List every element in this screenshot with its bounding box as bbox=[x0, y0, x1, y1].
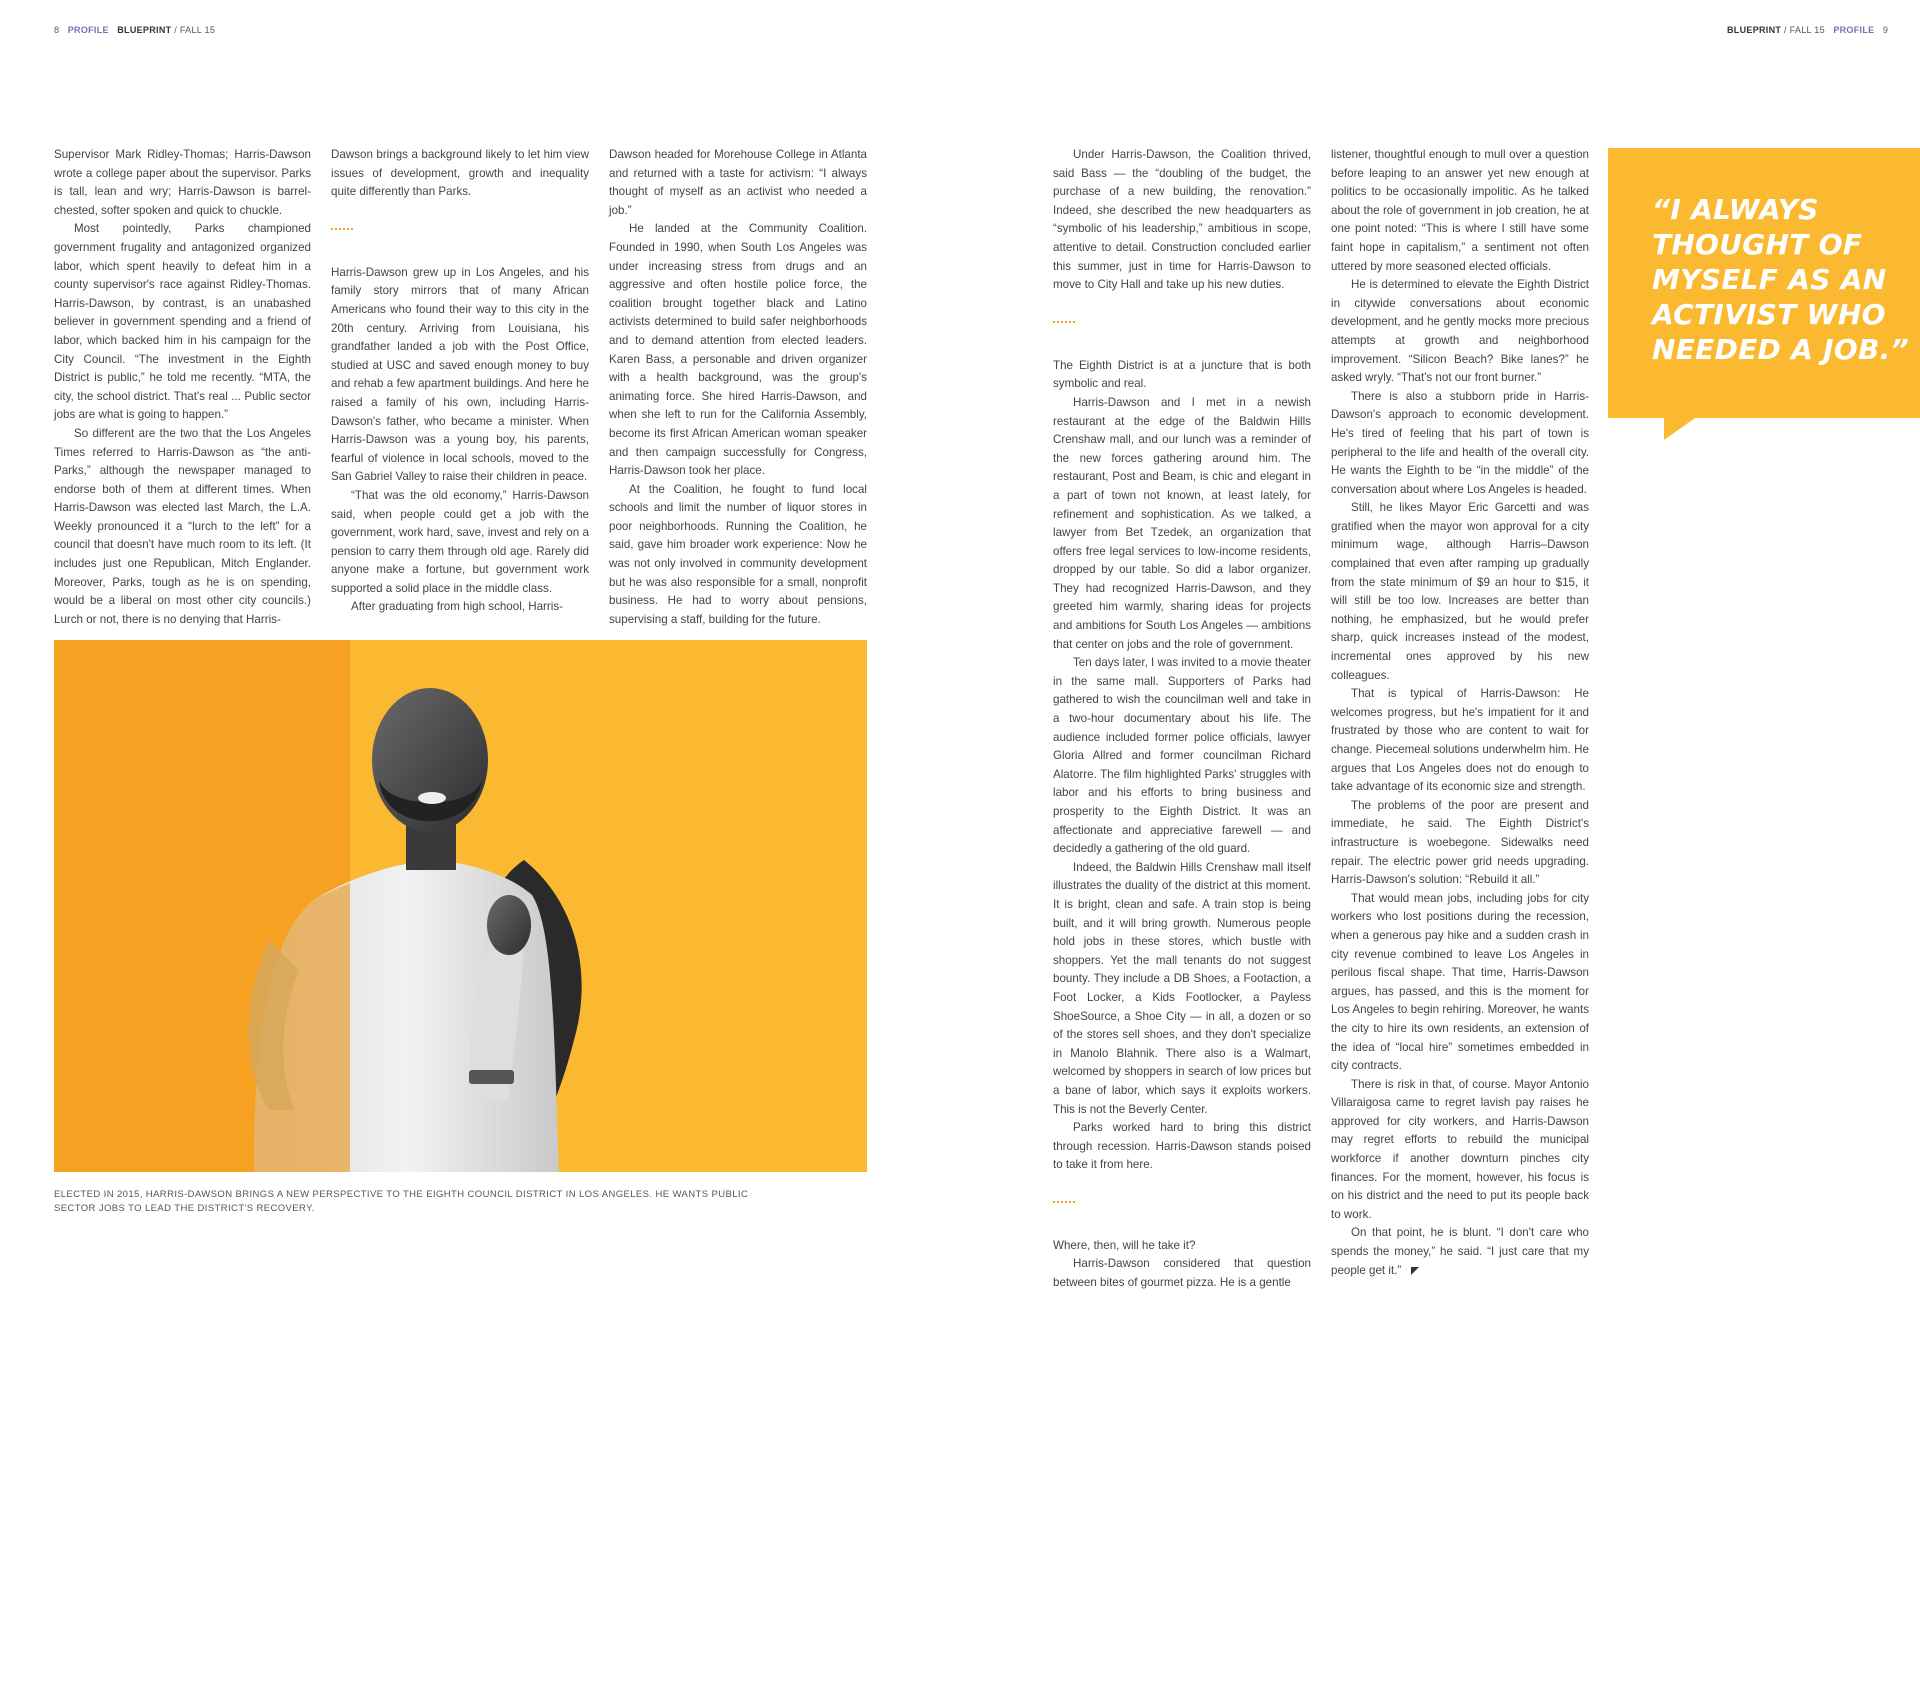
issue-label-left: / FALL 15 bbox=[174, 25, 216, 35]
paragraph: At the Coalition, he fought to fund local schools and limit the number of liquor stores in poor neighborhoods. Running the Coalition, he said, gave him broader work experience: Now he was not only involved in community development but he was also responsible for a small, nonprofit business. He had to worry about pensions, supervising a staff, building for the future. bbox=[609, 482, 867, 626]
speech-bubble-tail bbox=[1664, 416, 1698, 440]
paragraph: He landed at the Community Coalition. Founded in 1990, when South Los Angeles was under increasing stress from drugs and an aggressive and often hostile police force, the coalition brought together black and Latino activists determined to build safer neighborhoods and to demand attention from elected leaders. Karen Bass, a personable and driven organizer with a health background, was the group's animating force. She hired Harris-Dawson, and when she left to run for the California Assembly, become its first African American woman speaker and then campaign successfully for Congress, Harris-Dawson took her place. bbox=[609, 222, 867, 478]
paragraph: He is determined to elevate the Eighth District in citywide conversations about economic development, and he gently mocks more precious attempts at growth and neighborhood improvement. “Silicon Beach? Bike lanes?” he asked wryly. “That's not our front burner.” bbox=[1331, 278, 1589, 385]
paragraph: listener, thoughtful enough to mull over a question before leaping to an answer yet new enough at politics to be occasionally impolitic. As he talked about the role of government in job creation, he at one point noted: “This is where I still have some faint hope in capitalism,” a sentiment not often uttered by more seasoned elected officials. bbox=[1331, 148, 1589, 273]
photo-credit: PHOTO BY DAVID SPRAGUE bbox=[906, 1672, 927, 1708]
paragraph: The problems of the poor are present and immediate, he said. The Eighth District's infrastructure is woebegone. Sidewalks need repair. The electric power grid needs upgrading. Harris-Dawson's solution: “Rebuild it all.” bbox=[1331, 798, 1589, 887]
pull-quote-box bbox=[1608, 148, 1920, 418]
paragraph: “That was the old economy,” Harris-Dawson said, when people could get a job with the government, work hard, save, invest and rely on a pension to carry them through old age. Rarely did anyone make a fortune, but government work supported a solid place in the middle class. bbox=[331, 488, 589, 595]
paragraph: Harris-Dawson and I met in a newish restaurant at the edge of the Baldwin Hills Crenshaw mall, and our lunch was a reminder of the new forces gathering around him. The restaurant, Post and Beam, is chic and elegant in a part of town not known, at least lately, for refinement and sophistication. As we talked, a lawyer from Bet Tzedek, an organization that offers free legal services to low-income residents, dropped by our table. So did a labor organizer. They had recognized Harris-Dawson, and they greeted him warmly, sharing ideas for projects and ambitions for South Los Angeles — ambitions that center on jobs and the role of government. bbox=[1053, 395, 1311, 651]
section-label-left: PROFILE bbox=[67, 25, 109, 35]
article-column-1 bbox=[54, 146, 311, 629]
end-mark-icon bbox=[1411, 1267, 1419, 1275]
photo-caption: ELECTED IN 2015, HARRIS-DAWSON BRINGS A NEW PERSPECTIVE TO THE EIGHTH COUNCIL DISTRICT IN LOS ANGELES. HE WANTS PUBLIC SECTOR JOBS TO LEAD THE DISTRICT'S RECOVERY. bbox=[54, 1189, 749, 1214]
paragraph: So different are the two that the Los Angeles Times referred to Harris-Dawson as “the anti-Parks,” although the newspaper managed to endorse both of them at different times. When Harris-Dawson was elected last March, the L.A. Weekly pronounced it a “lurch to the left” for a council that doesn't have much room to its left. (It includes just one Republican, Mitch Englander. Moreover, Parks, tough as he is on spending, would be a liberal on most other city councils.) Lurch or not, there is no denying that Harris- bbox=[54, 426, 311, 626]
paragraph: Where, then, will he take it? bbox=[1053, 1238, 1196, 1252]
paragraph: Dawson brings a background likely to let him view issues of development, growth and inequality quite differently than Parks. bbox=[331, 148, 589, 199]
folio-left bbox=[54, 25, 215, 35]
paragraph: Most pointedly, Parks championed government frugality and antagonized organized labor, which spent heavily to defeat him in a county supervisor's race against Ridley-Thomas. Harris-Dawson, by contrast, is an unabashed believer in government spending and a friend of labor, which backed him in his campaign for the City Council. “The investment in the Eighth District is public,” he told me recently. “MTA, the city, the school district. That's real ... Public sector jobs are what is going to happen.” bbox=[54, 222, 311, 422]
paragraph: That is typical of Harris-Dawson: He welcomes progress, but he's impatient for it and frustrated by those who are content to wait for change. Piecemeal solutions underwhelm him. He argues that Los Angeles does not do enough to take advantage of its economic size and strength. bbox=[1331, 687, 1589, 794]
section-divider bbox=[1053, 1201, 1075, 1203]
paragraph: Supervisor Mark Ridley-Thomas; Harris-Dawson wrote a college paper about the supervisor. Parks is tall, lean and wry; Harris-Dawson is barrel-chested, softer spoken and quick to chuckle. bbox=[54, 148, 311, 217]
pull-quote: “I ALWAYS THOUGHT OF MYSELF AS AN ACTIVIST WHO NEEDED A JOB.” bbox=[1652, 193, 1909, 366]
magazine-name-left: BLUEPRINT bbox=[117, 25, 172, 35]
paragraph: Under Harris-Dawson, the Coalition thrived, said Bass — the “doubling of the budget, the purchase of a new building, the renovation.” Indeed, she described the new headquarters as “symbolic of his leadership,” ambitious in scope, attentive to detail. Construction concluded earlier this summer, just in time for Harris-Dawson to move to City Hall and take up his new duties. bbox=[1053, 148, 1311, 292]
paragraph: Indeed, the Baldwin Hills Crenshaw mall itself illustrates the duality of the district at this moment. It is bright, clean and safe. A train stop is being built, and it will bring growth. Numerous people hold jobs in these stores, which bustle with shoppers. Yet the mall tenants do not suggest bounty. They include a DB Shoes, a Footaction, a Foot Locker, a Kids Footlocker, a Payless ShoeSource, a Shoe City — in all, a dozen or so of the stores sell shoes, and they don't specialize in Manolo Blahnik. There also is a Walmart, welcomed by shoppers in search of low prices but a bane of labor, which says it exploits workers. This is not the Beverly Center. bbox=[1053, 860, 1311, 1116]
paragraph: Ten days later, I was invited to a movie theater in the same mall. Supporters of Parks had gathered to wish the councilman well and take in a two-hour documentary about his life. The audience included former police officials, lawyer Gloria Allred and former councilman Richard Alatorre. The film highlighted Parks' struggles with labor and his efforts to bring business and prosperity to the Eighth District. It was an affectionate and appreciative farewell — and decidedly a gathering of the old guard. bbox=[1053, 656, 1311, 856]
paragraph: Harris-Dawson considered that question between bites of gourmet pizza. He is a gentle bbox=[1053, 1257, 1311, 1290]
paragraph: After graduating from high school, Harris- bbox=[351, 600, 563, 614]
paragraph: Harris-Dawson grew up in Los Angeles, and his family story mirrors that of many African Americans who found their way to this city in the 20th century. Arriving from Louisiana, his grandfather landed a job with the Post Office, studied at USC and saved enough money to buy and rehab a few apartment buildings. And here he raised a family of his own, including Harris-Dawson's father, who became a minister. When Harris-Dawson was a young boy, his parents, fearful of violence in local schools, moved to the San Gabriel Valley to raise their children in peace. bbox=[331, 265, 589, 484]
article-column-3 bbox=[609, 146, 867, 629]
paragraph: Dawson headed for Morehouse College in Atlanta and returned with a taste for activism: “I always thought of myself as an activist who needed a job.” bbox=[609, 148, 867, 217]
section-divider bbox=[331, 228, 353, 230]
paragraph: Still, he likes Mayor Eric Garcetti and was gratified when the mayor won approval for a city minimum wage, although Harris–Dawson complained that even after ramping up gradually from the state minimum of $9 an hour to $15, it will still be too low. Increases are better than nothing, he emphasized, but he would prefer sharp, quick increases instead of the modest, incremental ones approved by his new colleagues. bbox=[1331, 501, 1589, 682]
article-column-5 bbox=[1331, 146, 1589, 1280]
section-divider bbox=[1053, 321, 1075, 323]
folio-right bbox=[1727, 25, 1888, 35]
closing-paragraph-text: On that point, he is blunt. “I don't care who spends the money,” he said. “I just care that my people get it.” bbox=[1331, 1226, 1589, 1277]
section-label-right: PROFILE bbox=[1833, 25, 1875, 35]
paragraph: That would mean jobs, including jobs for city workers who lost positions during the recession, when a generous pay hike and a sudden crash in city revenue combined to leave Los Angeles in perilous fiscal shape. That time, Harris-Dawson argues, has passed, and this is the moment for Los Angeles to begin rehiring. Moreover, he wants the city to hire its own residents, an extension of the idea of “local hire” sometimes embedded in city contracts. bbox=[1331, 891, 1589, 1073]
paragraph: Parks worked hard to bring this district through recession. Harris-Dawson stands poised to take it from here. bbox=[1053, 1121, 1311, 1172]
paragraph: The Eighth District is at a juncture that is both symbolic and real. bbox=[1053, 358, 1311, 391]
magazine-name-right: BLUEPRINT bbox=[1727, 25, 1782, 35]
page-number-right: 9 bbox=[1882, 25, 1889, 35]
portrait-figure bbox=[54, 640, 867, 1172]
article-column-4 bbox=[1053, 146, 1311, 1293]
paragraph bbox=[1331, 1224, 1589, 1280]
paragraph: There is risk in that, of course. Mayor Antonio Villaraigosa came to regret lavish pay raises he approved for city workers, and Harris-Dawson may regret efforts to rebuild the municipal workforce if another downturn pinches city finances. For the moment, however, his focus is on his district and the need to put its people back to work. bbox=[1331, 1077, 1589, 1221]
article-column-2 bbox=[331, 146, 589, 617]
paragraph: There is also a stubborn pride in Harris-Dawson's approach to economic development. He's tired of feeling that his part of town is peripheral to the life and health of the overall city. He wants the Eighth to be “in the middle” of the conversation about where Los Angeles is headed. bbox=[1331, 389, 1589, 496]
page-number-left: 8 bbox=[54, 25, 60, 35]
issue-label-right: / FALL 15 bbox=[1784, 25, 1825, 35]
